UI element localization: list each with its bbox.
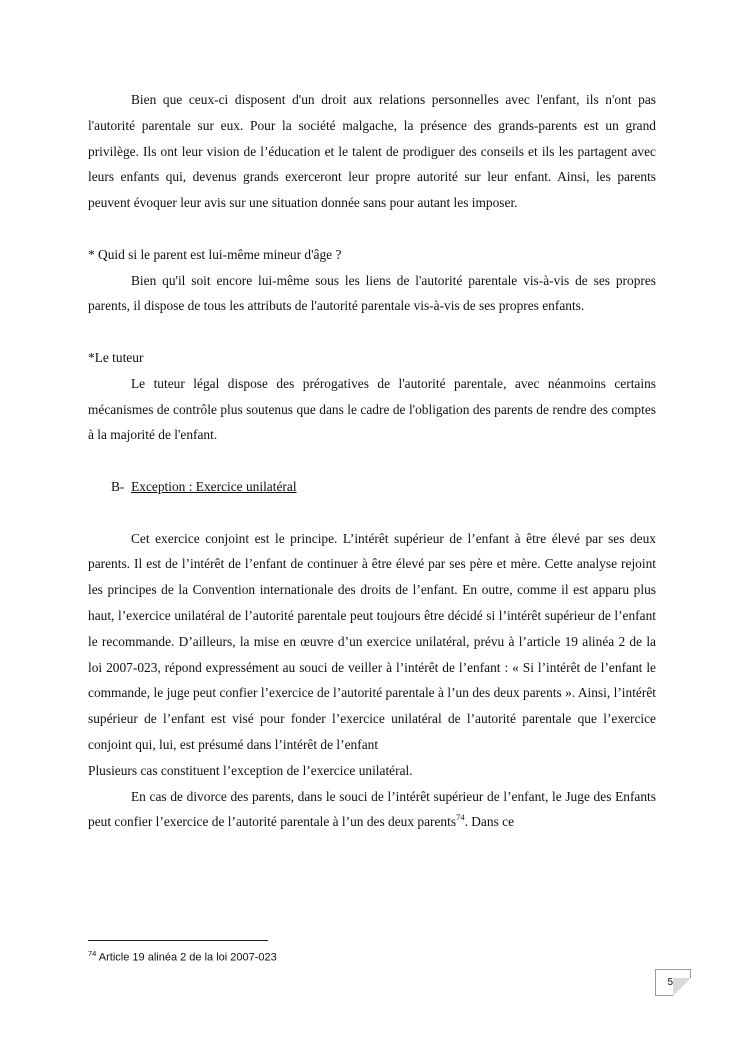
section-number: B- (111, 478, 125, 494)
page-number-box (655, 969, 691, 996)
page-body (88, 87, 656, 835)
label-tutor: *Le tuteur (88, 349, 144, 365)
footnote-reference: 74 (456, 812, 465, 823)
section-title: Exception : Exercice unilatéral (131, 478, 297, 494)
divorce-text: En cas de divorce des parents, dans le souci de l’intérêt supérieur de l’enfant, le Juge des Enfants peut confier l’exercice de l’autorité parentale à l’un des deux parents (88, 788, 656, 830)
question-minor-parent: * Quid si le parent est lui-même mineur d'âge ? (88, 246, 342, 262)
paragraph-cases: Plusieurs cas constituent l’exception de l’exercice unilatéral. (88, 762, 413, 778)
footnote-number: 74 (88, 949, 97, 958)
divorce-text-tail: . Dans ce (464, 814, 515, 830)
paragraph-divorce (88, 784, 656, 836)
page-curl-icon (673, 978, 691, 996)
paragraph-grandparents: Bien que ceux-ci disposent d'un droit aux relations personnelles avec l'enfant, ils n'ont pas l'autorité parentale sur eux. Pour la société malgache, la présence des grands-parents est un grand privilège. Ils ont leur vision de l’éducation et le talent de prodiguer des conseils et ils les partagent avec leurs enfants qui, devenus grands exerceront leur propre autorité sur leur enfant. Ainsi, les parents peuvent évoquer leur avis sur une situation donnée sans pour autant les imposer. (88, 92, 656, 211)
page-number: 55 (667, 977, 679, 988)
footnote (88, 946, 277, 966)
footnote-separator (88, 940, 268, 941)
footnote-text: Article 19 alinéa 2 de la loi 2007-023 (98, 951, 277, 964)
section-heading (111, 474, 656, 500)
paragraph-tutor: Le tuteur légal dispose des prérogatives de l'autorité parentale, avec néanmoins certains mécanismes de contrôle plus soutenus que dans le cadre de l'obligation des parents de rendre des comptes à la majorité de l'enfant. (88, 375, 656, 443)
paragraph-joint-exercise: Cet exercice conjoint est le principe. L’intérêt supérieur de l’enfant à être élevé par ses deux parents. Il est de l’intérêt de l’enfant de continuer à être élevé par ses père et mère. Cette analyse rejoint les principes de la Convention internationale des droits de l’enfant. En outre, comme il est apparu plus haut, l’exercice unilatéral de l’autorité parentale peut toujours être décidé si l’intérêt supérieur de l’enfant le recommande. D’ailleurs, la mise en œuvre d’un exercice unilatéral, prévu à l’article 19 alinéa 2 de la loi 2007-023, répond expressément au souci de veiller à l’intérêt de l’enfant : « Si l’intérêt de l’enfant le commande, le juge peut confier l’exercice de l’autorité parentale à l’un des deux parents ». Ainsi, l’intérêt supérieur de l’enfant est visé pour fonder l’exercice unilatéral de l’autorité parentale que l’exercice conjoint qui, lui, est présumé dans l’intérêt de l’enfant (88, 530, 656, 752)
paragraph-minor-parent: Bien qu'il soit encore lui-même sous les liens de l'autorité parentale vis-à-vis de ses propres parents, il dispose de tous les attributs de l'autorité parentale vis-à-vis de ses propres enfants. (88, 272, 656, 314)
